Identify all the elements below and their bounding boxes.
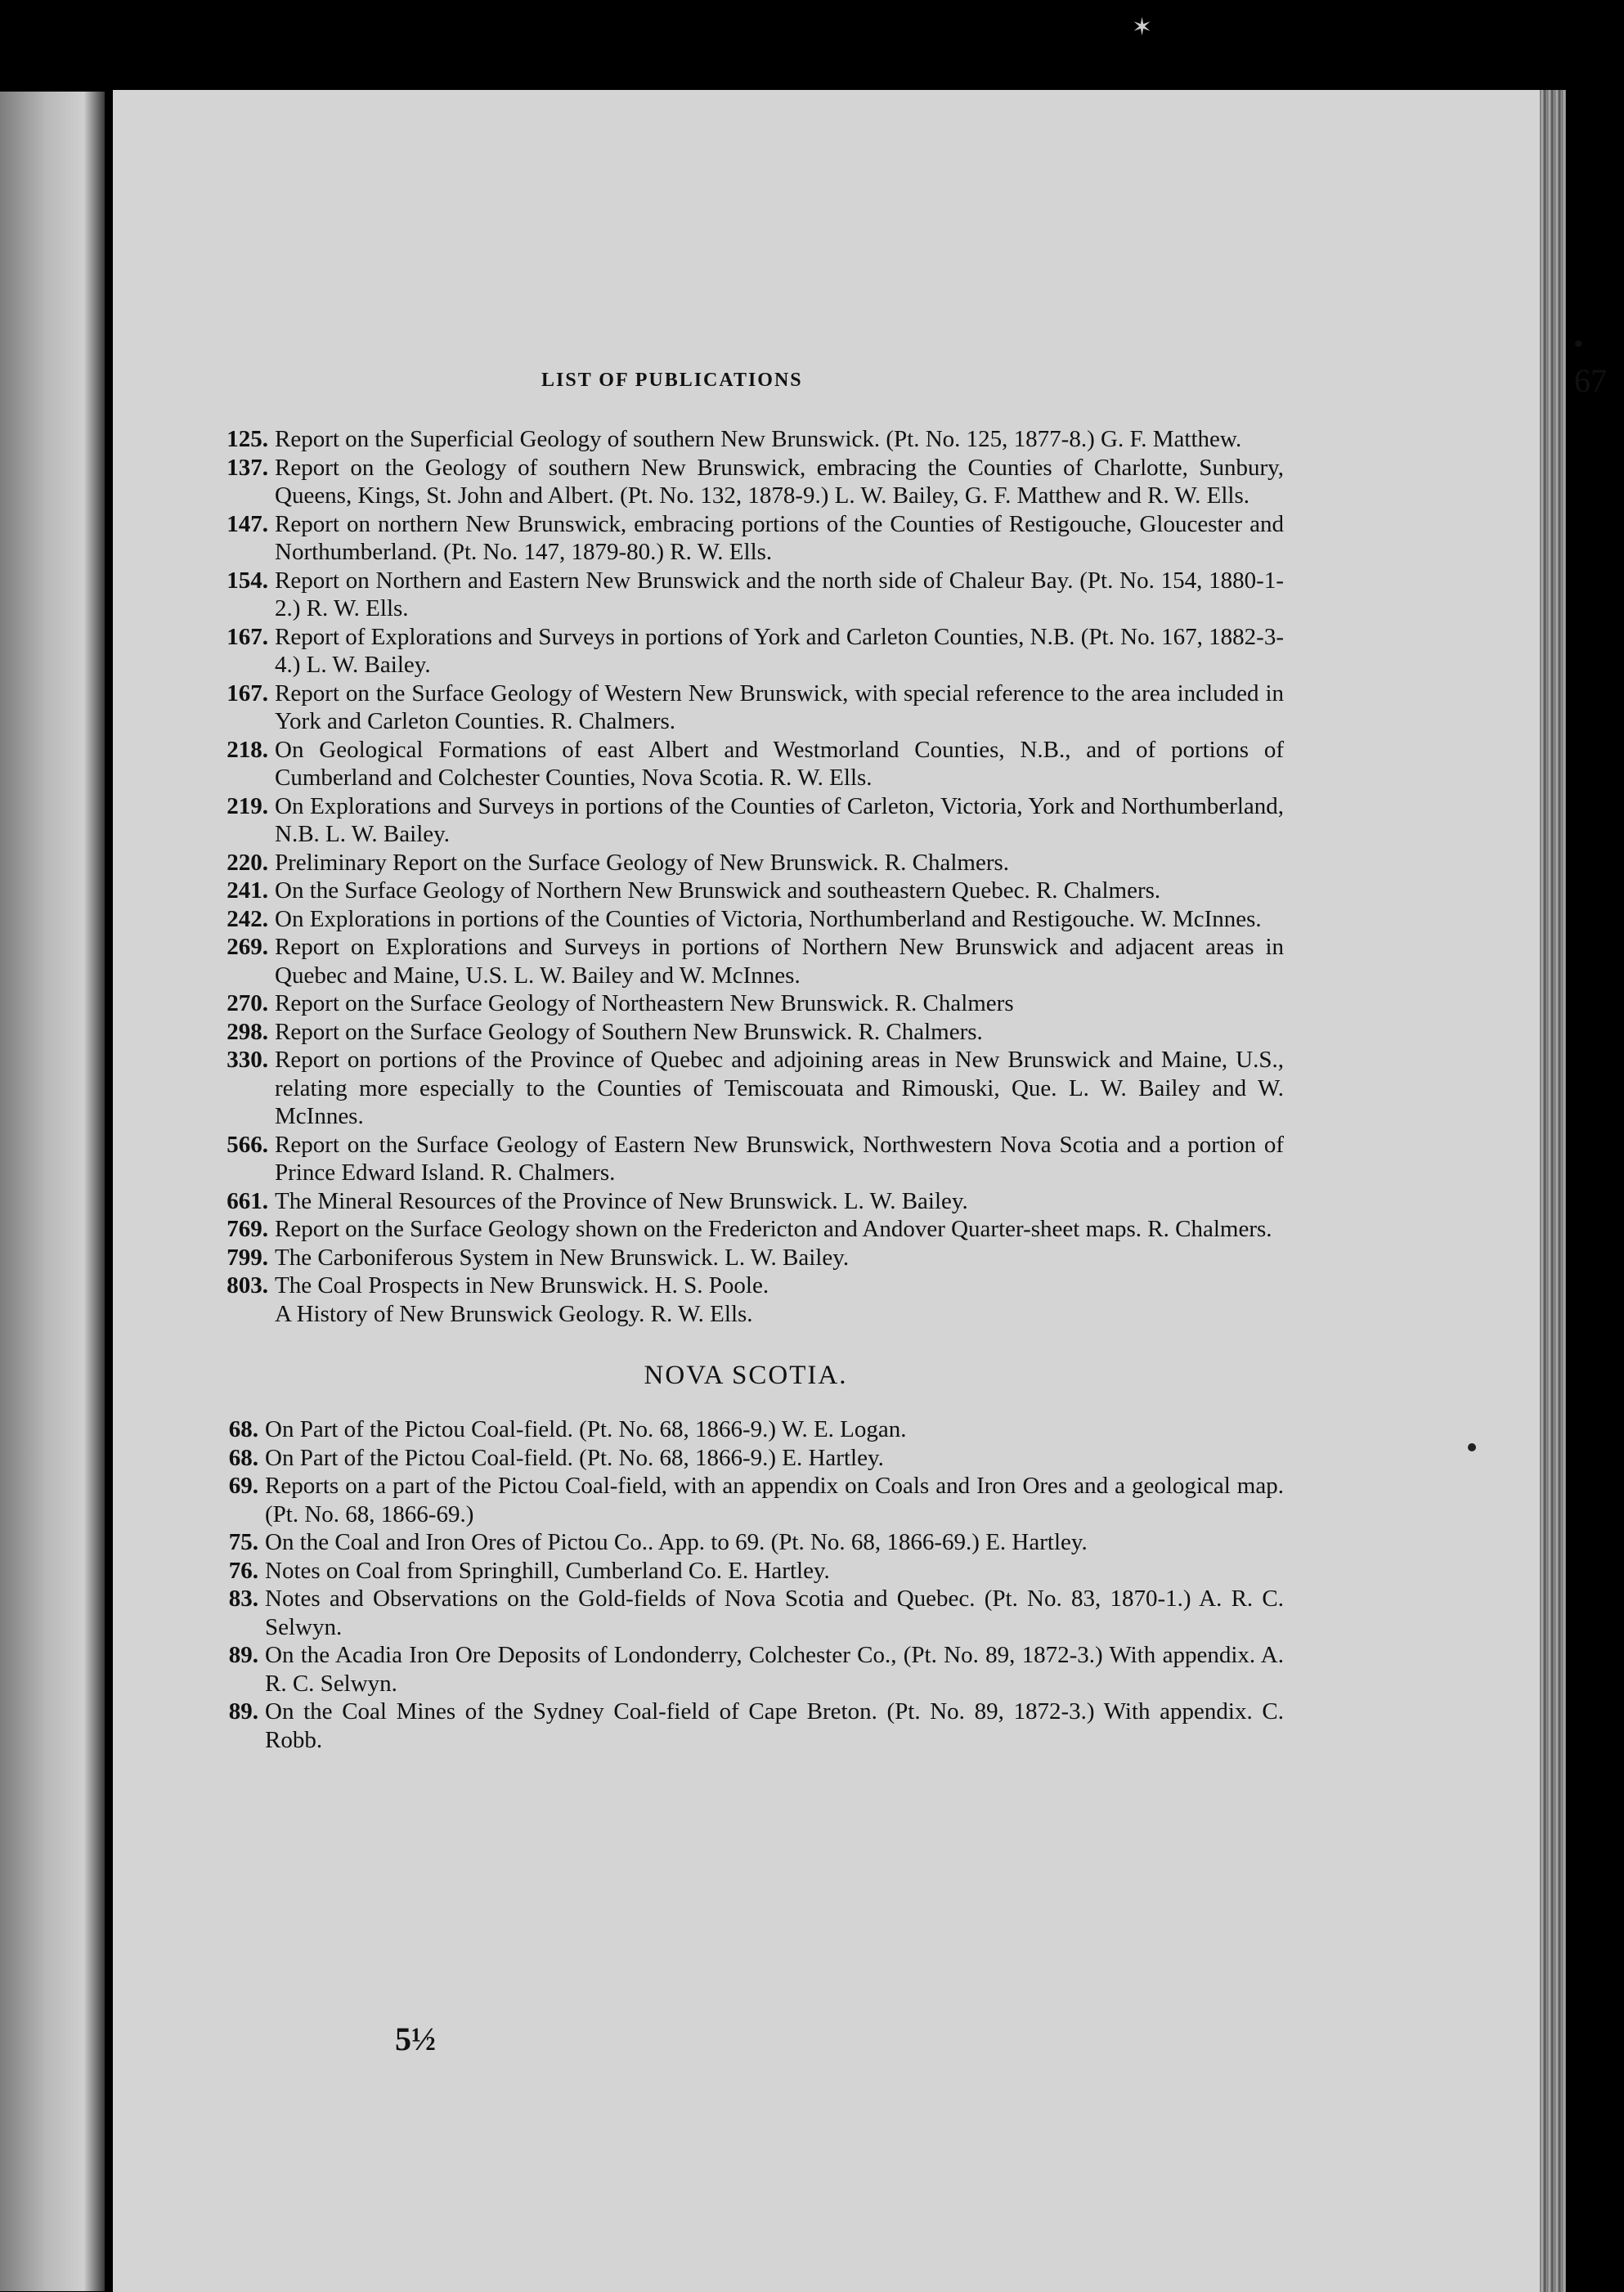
entry-number: 270. <box>227 990 268 1016</box>
entry-text: The Carboniferous System in New Brunswick. L. W. Bailey. <box>275 1244 850 1271</box>
entry-number: 167. <box>227 680 268 706</box>
publication-entry <box>208 1698 1284 1754</box>
publication-entry <box>208 454 1284 510</box>
entry-number: 147. <box>227 510 268 537</box>
entry-number: 69. <box>228 1473 258 1499</box>
publication-entry <box>208 510 1284 567</box>
publication-entry <box>208 1187 1284 1216</box>
left-facing-page-edge <box>0 92 105 2291</box>
section-heading-nova-scotia: NOVA SCOTIA. <box>644 1361 848 1390</box>
entry-number: 89. <box>228 1642 258 1668</box>
publication-entry <box>208 623 1284 680</box>
new-brunswick-list <box>208 425 1284 1328</box>
entry-text: On the Coal Mines of the Sydney Coal-field of Cape Breton. (Pt. No. 89, 1872-3.) With appendix. C. Robb. <box>265 1698 1284 1753</box>
entry-text: The Mineral Resources of the Province of New Brunswick. L. W. Bailey. <box>275 1187 968 1214</box>
publication-entry <box>208 680 1284 736</box>
entry-text: On Part of the Pictou Coal-field. (Pt. No. 68, 1866-9.) W. E. Logan. <box>265 1416 907 1442</box>
entry-text: On the Coal and Iron Ores of Pictou Co.. App. to 69. (Pt. No. 68, 1866-69.) E. Hartley. <box>265 1529 1088 1555</box>
entry-text: Report on the Superficial Geology of southern New Brunswick. (Pt. No. 125, 1877-8.) G. F. Matthew. <box>275 426 1242 452</box>
entry-text: Report on Northern and Eastern New Brunswick and the north side of Chaleur Bay. (Pt. No. 154, 1880-1-2.) R. W. Ells. <box>275 567 1284 621</box>
running-header <box>541 280 1607 399</box>
entry-text: On Part of the Pictou Coal-field. (Pt. No. 68, 1866-9.) E. Hartley. <box>265 1444 884 1471</box>
publication-entry <box>208 1557 1284 1586</box>
entry-text: On the Acadia Iron Ore Deposits of Londonderry, Colchester Co., (Pt. No. 89, 1872-3.) With appendix. A. R. C. Selwyn. <box>265 1642 1284 1697</box>
entry-number: 154. <box>227 567 268 594</box>
publication-entry <box>208 567 1284 623</box>
publication-entry <box>208 933 1284 989</box>
publication-entry <box>208 1018 1284 1047</box>
header-marker: • <box>1574 330 1583 357</box>
entry-text: Report of Explorations and Surveys in portions of York and Carleton Counties, N.B. (Pt. No. 167, 1882-3-4.) L. W. Bailey. <box>275 623 1284 678</box>
entry-number: 803. <box>227 1272 268 1299</box>
entry-number: 137. <box>227 454 268 481</box>
entry-number: 242. <box>227 905 268 932</box>
publication-entry <box>208 1046 1284 1131</box>
entry-number: 566. <box>227 1131 268 1158</box>
scan-speck <box>1468 1443 1476 1451</box>
entry-text: Report on the Surface Geology shown on the Fredericton and Andover Quarter-sheet maps. R. Chalmers. <box>275 1216 1272 1242</box>
entry-number: 75. <box>228 1529 258 1555</box>
entry-text: On Explorations and Surveys in portions of the Counties of Carleton, Victoria, York and Northumberland, N.B. L. W. Bailey. <box>275 792 1284 847</box>
entry-number: 661. <box>227 1187 268 1214</box>
entry-number: 219. <box>227 792 268 819</box>
publication-entry <box>208 1444 1284 1473</box>
entry-text: Report on the Geology of southern New Brunswick, embracing the Counties of Charlotte, Sunbury, Queens, Kings, St. John and Albert. (Pt. No. 132, 1878-9.) L. W. Bailey, G. F. Matthew and R. W. Ells. <box>275 454 1284 509</box>
publication-entry <box>208 1528 1284 1557</box>
signature-mark: 5½ <box>395 2021 436 2057</box>
entry-number: 269. <box>227 934 268 960</box>
entry-number: 167. <box>227 623 268 650</box>
entry-text: Report on the Surface Geology of Eastern New Brunswick, Northwestern Nova Scotia and a portion of Prince Edward Island. R. Chalmers. <box>275 1131 1284 1186</box>
book-page <box>113 90 1607 2292</box>
entry-number: 799. <box>227 1244 268 1271</box>
entry-text: The Coal Prospects in New Brunswick. H. S. Poole. <box>275 1272 769 1299</box>
entry-number: 76. <box>228 1557 258 1584</box>
publication-list <box>208 425 1284 1754</box>
page-number: 67 <box>1574 362 1607 399</box>
entry-number: 83. <box>228 1586 258 1612</box>
publication-entry <box>208 1641 1284 1698</box>
entry-number: 769. <box>227 1216 268 1242</box>
publication-entry <box>208 1415 1284 1444</box>
entry-text: Report on the Surface Geology of Northeastern New Brunswick. R. Chalmers <box>275 990 1014 1016</box>
publication-entry <box>208 849 1284 877</box>
entry-text: On Explorations in portions of the Counties of Victoria, Northumberland and Restigouche. W. McInnes. <box>275 905 1262 932</box>
entry-number: 125. <box>227 426 268 452</box>
entry-number: 330. <box>227 1047 268 1073</box>
entry-text: Report on portions of the Province of Quebec and adjoining areas in New Brunswick and Maine, U.S., relating more especially to the Counties of Temiscouata and Rimouski, Que. L. W. Bailey and W. McInnes. <box>275 1047 1284 1129</box>
page-block-edge <box>1540 90 1566 2292</box>
entry-number: 68. <box>228 1444 258 1471</box>
publication-entry <box>208 1244 1284 1272</box>
running-title: LIST OF PUBLICATIONS <box>541 370 803 391</box>
entry-text: Report on Explorations and Surveys in portions of Northern New Brunswick and adjacent areas in Quebec and Maine, U.S. L. W. Bailey and W. McInnes. <box>275 934 1284 989</box>
entry-text: Notes on Coal from Springhill, Cumberland Co. E. Hartley. <box>265 1557 830 1584</box>
publication-entry <box>208 792 1284 849</box>
entry-text: On the Surface Geology of Northern New Brunswick and southeastern Quebec. R. Chalmers. <box>275 877 1161 904</box>
entry-number: 68. <box>228 1416 258 1442</box>
entry-number: 220. <box>227 849 268 876</box>
entry-text: On Geological Formations of east Albert and Westmorland Counties, N.B., and of portions of Cumberland and Colchester Counties, Nova Scotia. R. W. Ells. <box>275 736 1284 791</box>
entry-text: Report on northern New Brunswick, embracing portions of the Counties of Restigouche, Gloucester and Northumberland. (Pt. No. 147, 1879-80.) R. W. Ells. <box>275 510 1284 565</box>
publication-entry <box>208 905 1284 934</box>
publication-entry <box>208 1272 1284 1300</box>
entry-text: Report on the Surface Geology of Western New Brunswick, with special reference to the area included in York and Carleton Counties. R. Chalmers. <box>275 680 1284 734</box>
publication-entry <box>208 1472 1284 1528</box>
publication-entry <box>208 989 1284 1018</box>
entry-text: Reports on a part of the Pictou Coal-field, with an appendix on Coals and Iron Ores and a geological map. (Pt. No. 68, 1866-69.) <box>265 1473 1284 1527</box>
entry-number: 241. <box>227 877 268 904</box>
scan-speck: ✶ <box>1132 14 1153 41</box>
publication-entry <box>208 1215 1284 1244</box>
entry-text: A History of New Brunswick Geology. R. W. Ells. <box>275 1300 753 1327</box>
entry-number: 89. <box>228 1698 258 1725</box>
entry-text: Report on the Surface Geology of Southern New Brunswick. R. Chalmers. <box>275 1018 983 1045</box>
entry-text: Notes and Observations on the Gold-fields of Nova Scotia and Quebec. (Pt. No. 83, 1870-1.) A. R. C. Selwyn. <box>265 1586 1284 1640</box>
publication-entry <box>208 1300 1284 1329</box>
entry-text: Preliminary Report on the Surface Geology of New Brunswick. R. Chalmers. <box>275 849 1010 876</box>
publication-entry <box>208 425 1284 454</box>
publication-entry <box>208 736 1284 792</box>
nova-scotia-list <box>208 1415 1284 1754</box>
publication-entry <box>208 1131 1284 1187</box>
entry-number: 298. <box>227 1018 268 1045</box>
publication-entry <box>208 1585 1284 1641</box>
entry-number: 218. <box>227 736 268 763</box>
publication-entry <box>208 877 1284 905</box>
